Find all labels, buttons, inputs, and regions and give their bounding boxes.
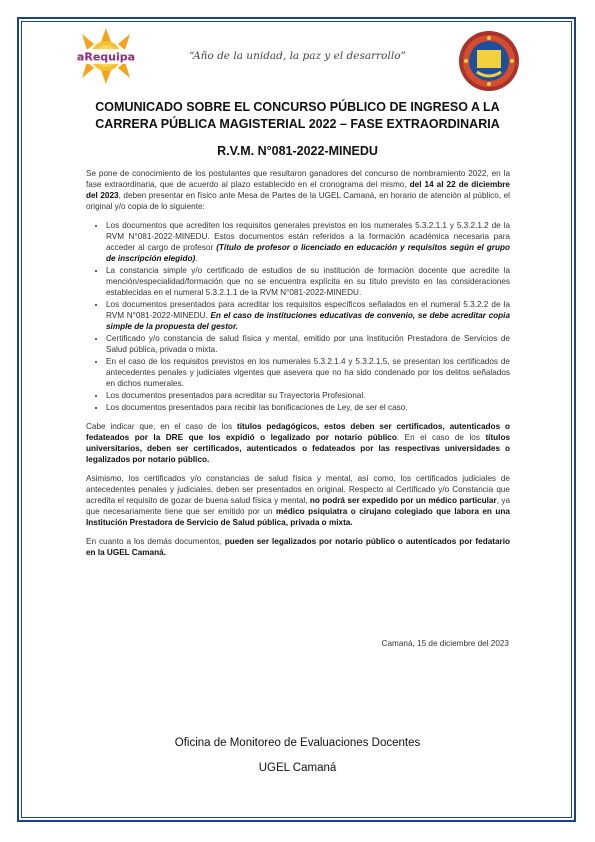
signature-office: Oficina de Monitoreo de Evaluaciones Docentes xyxy=(174,737,421,749)
requirements-list xyxy=(86,220,510,413)
list-item: • La constancia simple y/o certificado de estudios de su institución de formación docente que acredite la mención/especialidad/formación que no se encuentra explícita en su título previsto en las consideraciones establecidas en el numeral 5.3.2.1.1 de la RVM N°081-2022-MINEDU. xyxy=(106,265,510,298)
signature-entity: UGEL Camaná xyxy=(258,762,337,774)
list-item: • Los documentos presentados para recibir las bonificaciones de Ley, de ser el caso. xyxy=(106,402,510,413)
arequipa-logo xyxy=(70,26,142,86)
motto: “Año de la unidad, la paz y el desarrollo” xyxy=(189,50,406,62)
communique-body xyxy=(86,168,510,566)
list-item: • Los documentos que acrediten los requisitos generales previstos en los numerales 5.3.2.1.1 y 5.3.2.1.2 de la RVM N°081-2022-MINEDU. Estos documentos están referidos a la formación académica necesaria para acceder al cargo de profesor (Título de profesor o licenciado en educación y requisitos según el grupo de inscripción elegido). xyxy=(106,220,510,264)
list-item: • Los documentos presentados para acreditar los requisitos específicos señalados en el numeral 5.3.2.2 de la RVM N°081-2022-MINEDU. En el caso de instituciones educativas de convenio, se debe acreditar copia simple de la propuesta del gestor. xyxy=(106,299,510,332)
list-item: • Los documentos presentados para acreditar su Trayectoria Profesional. xyxy=(106,390,510,401)
svg-text:aRequipa: aRequipa xyxy=(76,50,136,64)
list-item: • Certificado y/o constancia de salud física y mental, emitido por una Institución Prestadora de Servicios de Salud pública, privada o mixta. xyxy=(106,333,510,355)
page-title: COMUNICADO SOBRE EL CONCURSO PÚBLICO DE INGRESO A LA CARRERA PÚBLICA MAGISTERIAL 2022 – FASE EXTRAORDINARIA xyxy=(95,100,500,131)
list-item: • En el caso de los requisitos previstos en los numerales 5.3.2.1.4 y 5.3.2.1.5, se presentan los certificados de antecedentes penales y judiciales vigentes que asevera que no ha sido condenado por los delitos señalados en dichos numerales. xyxy=(106,356,510,389)
other-documents-paragraph: En cuanto a los demás documentos, pueden ser legalizados por notario público o autenticados por fedatario en la UGEL Camaná. xyxy=(86,537,510,557)
ugel-seal xyxy=(458,30,520,92)
issue-date: Camaná, 15 de diciembre del 2023 xyxy=(381,639,509,648)
rvm-reference: R.V.M. N°081-2022-MINEDU xyxy=(217,144,378,158)
certification-paragraph: Cabe indicar que, en el caso de los títulos pedagógicos, estos deben ser certificados, autenticados o fedateados por la DRE que los expidió o legalizado por notario público. En el caso de los títulos universitarios, deben ser certificados, autenticados o fedateados por las respectivas universidades o legalizados por notario público. xyxy=(86,422,510,464)
intro-paragraph: Se pone de conocimiento de los postulantes que resultaron ganadores del concurso de nombramiento 2022, en la fase extraordinaria, que de acuerdo al plazo establecido en el cronograma del mismo, del 14 al 22 de diciembre del 2023, deben presentar en físico ante Mesa de Partes de la UGEL Camaná, en horario de atención al público, el original y/o copia de lo siguiente: xyxy=(86,169,511,211)
health-certificate-paragraph: Asimismo, los certificados y/o constancias de salud física y mental, así como, los certificados judiciales de antecedentes penales y judiciales, deben ser presentados en original. Respecto al Certificado y/o Constancia que acredita el requisito de gozar de buena salud física y mental, no podrá ser expedido por un médico particular, ya que necesariamente tiene que ser emitido por un médico psiquiatra o cirujano colegiado que labora en una Institución Prestadora de Servicio de Salud pública, privada o mixta. xyxy=(86,474,510,527)
